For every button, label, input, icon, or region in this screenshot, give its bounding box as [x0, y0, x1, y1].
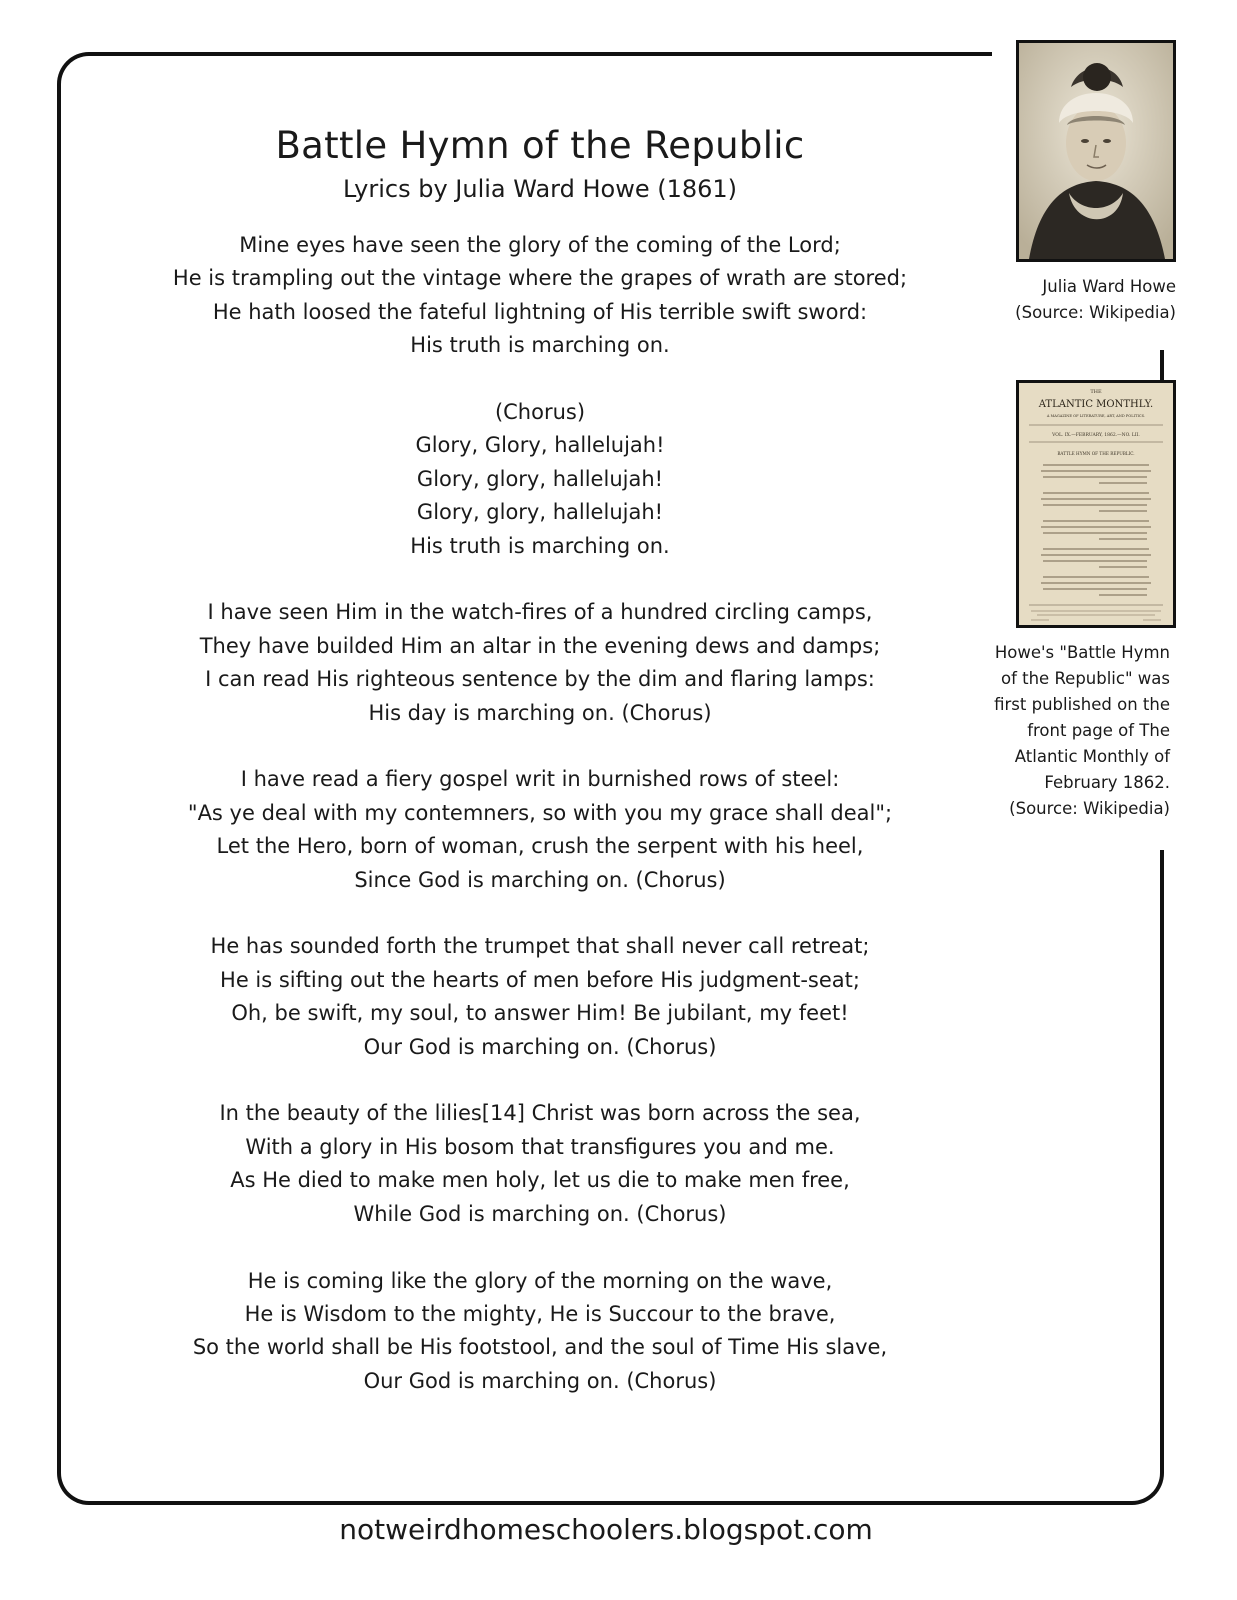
magazine-issue: VOL. IX.—FEBRUARY, 1862.—NO. LII.: [1052, 433, 1140, 438]
caption-line: front page of The: [1027, 721, 1170, 740]
magazine-masthead: ATLANTIC MONTHLY.: [1038, 399, 1154, 410]
lyric-line: Our God is marching on. (Chorus): [363, 1034, 717, 1059]
magazine-heading: BATTLE HYMN OF THE REPUBLIC.: [1057, 451, 1135, 456]
caption-line: first published on the: [994, 695, 1170, 714]
page-subtitle: Lyrics by Julia Ward Howe (1861): [342, 175, 738, 203]
lyric-line: Let the Hero, born of woman, crush the serpent with his heel,: [216, 834, 864, 859]
lyric-line: He is coming like the glory of the morning on the wave,: [247, 1268, 833, 1293]
caption-line: Atlantic Monthly of: [1014, 747, 1170, 766]
magazine-tagline: A MAGAZINE OF LITERATURE, ART, AND POLITICS.: [1046, 414, 1146, 418]
caption-line: (Source: Wikipedia): [1009, 799, 1170, 818]
portrait-illustration: [1019, 43, 1173, 259]
caption-line: of the Republic" was: [1000, 669, 1170, 688]
lyric-line: He is Wisdom to the mighty, He is Succour to the brave,: [244, 1301, 836, 1326]
magazine-caption: [960, 640, 1170, 822]
stanza-1: [110, 229, 970, 363]
lyric-line: I can read His righteous sentence by the dim and flaring lamps:: [205, 667, 875, 692]
frame-right-border-segment: [1160, 350, 1164, 380]
portrait-caption: [980, 274, 1176, 326]
stanza-3: [110, 763, 970, 897]
caption-line: February 1862.: [1044, 773, 1170, 792]
chorus: [110, 396, 970, 563]
lyric-line: As He died to make men holy, let us die to make men free,: [230, 1168, 850, 1193]
lyric-line: They have builded Him an altar in the evening dews and damps;: [199, 633, 881, 658]
lyrics: [110, 229, 970, 1432]
stanza-6: [110, 1265, 970, 1399]
page-title: Battle Hymn of the Republic: [275, 124, 805, 167]
lyric-line: (Chorus): [494, 400, 586, 425]
lyric-line: His day is marching on. (Chorus): [368, 700, 712, 725]
lyric-line: Glory, glory, hallelujah!: [416, 466, 664, 491]
lyric-line: He has sounded forth the trumpet that shall never call retreat;: [210, 934, 870, 959]
lyric-line: Mine eyes have seen the glory of the coming of the Lord;: [239, 233, 841, 257]
lyric-line: Our God is marching on. (Chorus): [363, 1368, 717, 1393]
caption-line: (Source: Wikipedia): [1015, 303, 1176, 322]
lyric-line: His truth is marching on.: [410, 533, 670, 558]
caption-line: Howe's "Battle Hymn: [994, 643, 1170, 662]
lyric-line: I have read a fiery gospel writ in burnished rows of steel:: [240, 767, 840, 792]
footer-site-url: notweirdhomeschoolers.blogspot.com: [339, 1513, 873, 1546]
frame-left-border: [57, 90, 61, 1470]
magazine-the-text: THE: [1090, 389, 1102, 395]
stanza-2: [110, 596, 970, 730]
lyric-line: While God is marching on. (Chorus): [353, 1201, 727, 1226]
frame-bottom-border: [57, 1460, 1164, 1505]
magazine-page-illustration: [1019, 383, 1173, 625]
julia-ward-howe-portrait: [1016, 40, 1176, 262]
lyric-line: Oh, be swift, my soul, to answer Him! Be jubilant, my feet!: [231, 1001, 849, 1026]
lyric-line: "As ye deal with my contemners, so with you my grace shall deal";: [187, 800, 893, 825]
frame-right-border-segment: [1160, 850, 1164, 1462]
lyric-line: He hath loosed the fateful lightning of His terrible swift sword:: [212, 299, 868, 324]
lyric-line: His truth is marching on.: [410, 333, 670, 358]
lyric-line: In the beauty of the lilies[14] Christ was born across the sea,: [219, 1101, 861, 1126]
lyric-line: I have seen Him in the watch-fires of a hundred circling camps,: [207, 600, 873, 625]
lyric-line: Since God is marching on. (Chorus): [354, 867, 726, 892]
atlantic-monthly-page-image: [1016, 380, 1176, 628]
frame-top-border: [57, 52, 992, 92]
lyric-line: Glory, Glory, hallelujah!: [415, 433, 665, 458]
stanza-4: [110, 930, 970, 1064]
caption-line: Julia Ward Howe: [1042, 277, 1176, 296]
stanza-5: [110, 1097, 970, 1231]
lyric-line: He is sifting out the hearts of men before His judgment-seat;: [220, 967, 860, 992]
lyric-line: Glory, glory, hallelujah!: [416, 500, 664, 525]
lyric-line: He is trampling out the vintage where the grapes of wrath are stored;: [172, 266, 908, 291]
lyric-line: With a glory in His bosom that transfigures you and me.: [245, 1134, 835, 1159]
lyric-line: So the world shall be His footstool, and the soul of Time His slave,: [192, 1335, 888, 1360]
